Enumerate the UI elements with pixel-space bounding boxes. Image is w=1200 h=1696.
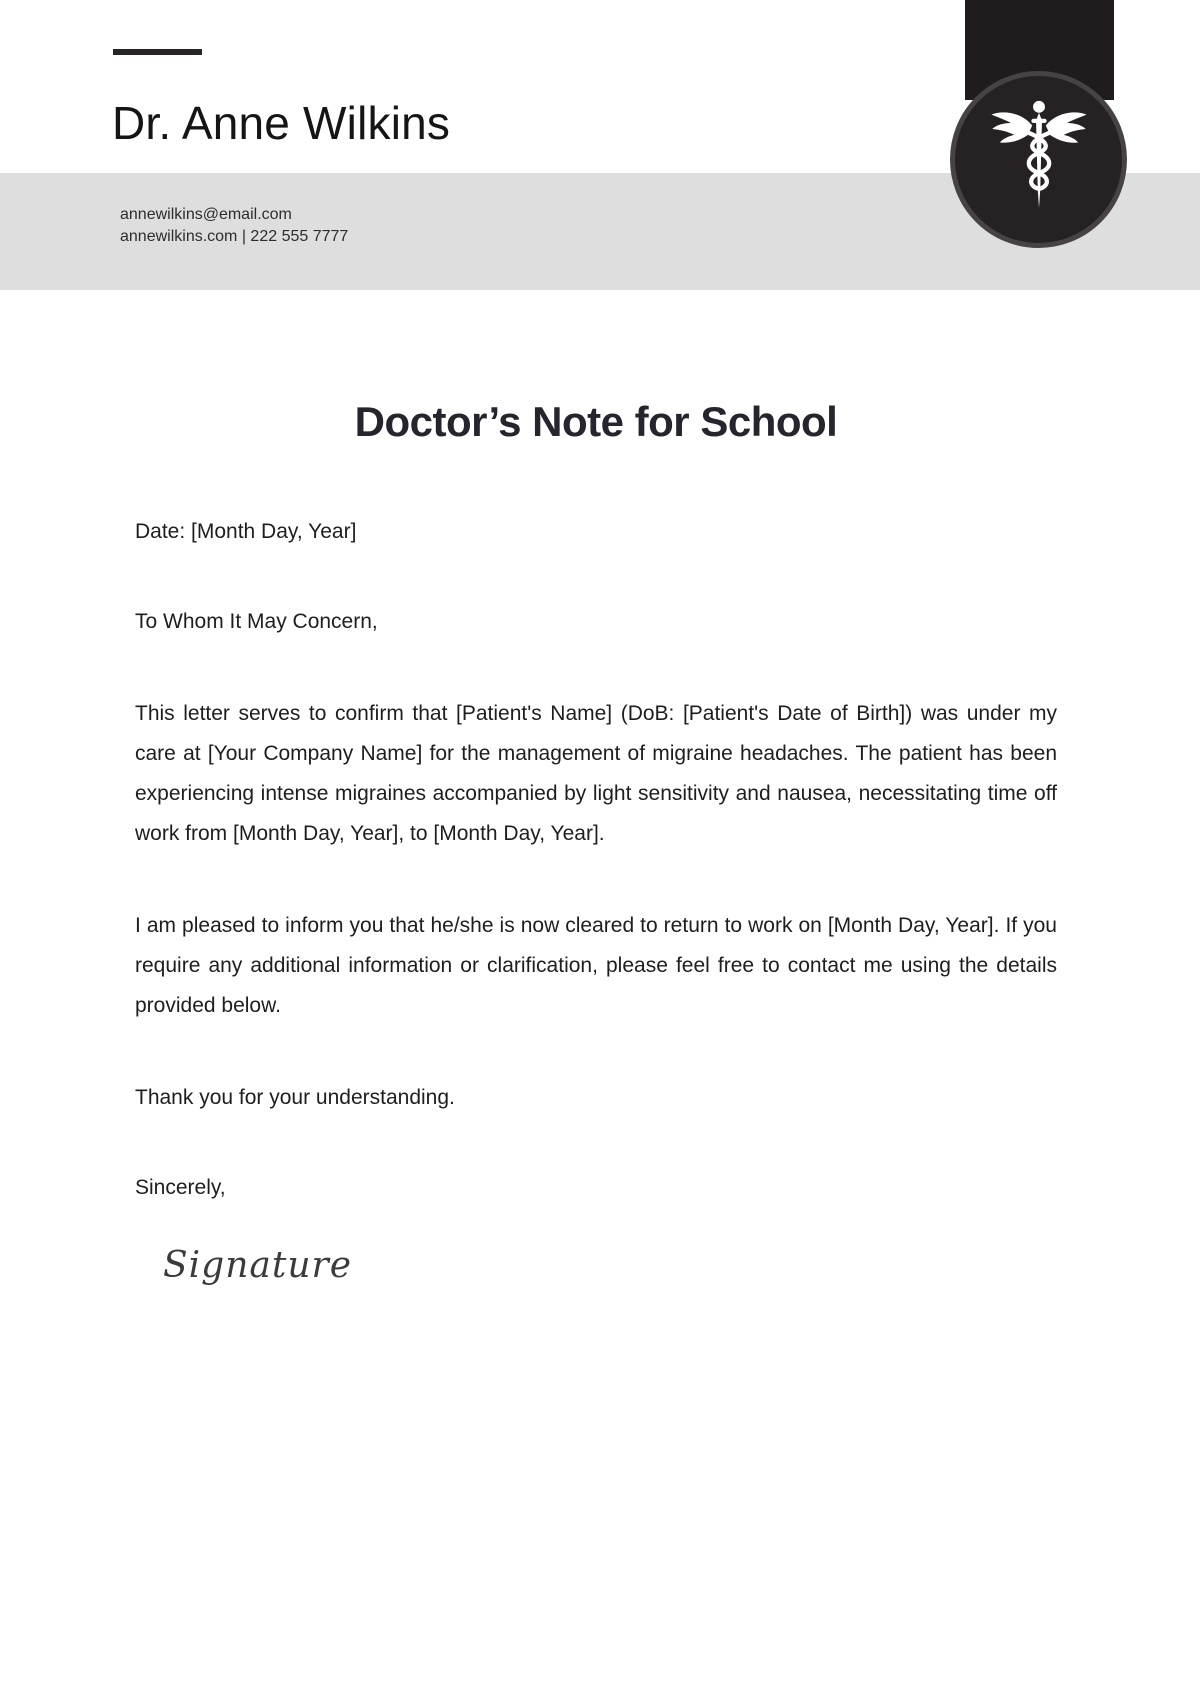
caduceus-icon xyxy=(988,97,1090,222)
letter-body xyxy=(135,290,1057,1288)
logo-badge xyxy=(950,71,1127,248)
signoff: Sincerely, xyxy=(135,1176,226,1199)
letter-title: Doctor’s Note for School xyxy=(354,398,838,445)
closing-thanks: Thank you for your understanding. xyxy=(135,1086,455,1109)
body-paragraph-2: I am pleased to inform you that he/she is now cleared to return to work on [Month Day, Year]. If you require any additional information or clarification, please feel free to contact me using the details provided below. xyxy=(135,914,1057,1017)
contact-lines xyxy=(120,204,348,248)
salutation: To Whom It May Concern, xyxy=(135,610,378,633)
body-paragraph-1: This letter serves to confirm that [Patient's Name] (DoB: [Patient's Date of Birth]) was under my care at [Your Company Name] for the management of migraine headaches. The patient has been experiencing intense migraines accompanied by light sensitivity and nausea, necessitating time off work from [Month Day, Year], to [Month Day, Year]. xyxy=(135,702,1057,845)
website-phone-text: annewilkins.com | 222 555 7777 xyxy=(120,228,349,245)
signature-script: Signature xyxy=(163,1245,353,1286)
accent-dash xyxy=(113,49,202,55)
doctor-name: Dr. Anne Wilkins xyxy=(112,97,451,149)
date-line: Date: [Month Day, Year] xyxy=(135,520,357,543)
email-text: annewilkins@email.com xyxy=(120,206,292,223)
